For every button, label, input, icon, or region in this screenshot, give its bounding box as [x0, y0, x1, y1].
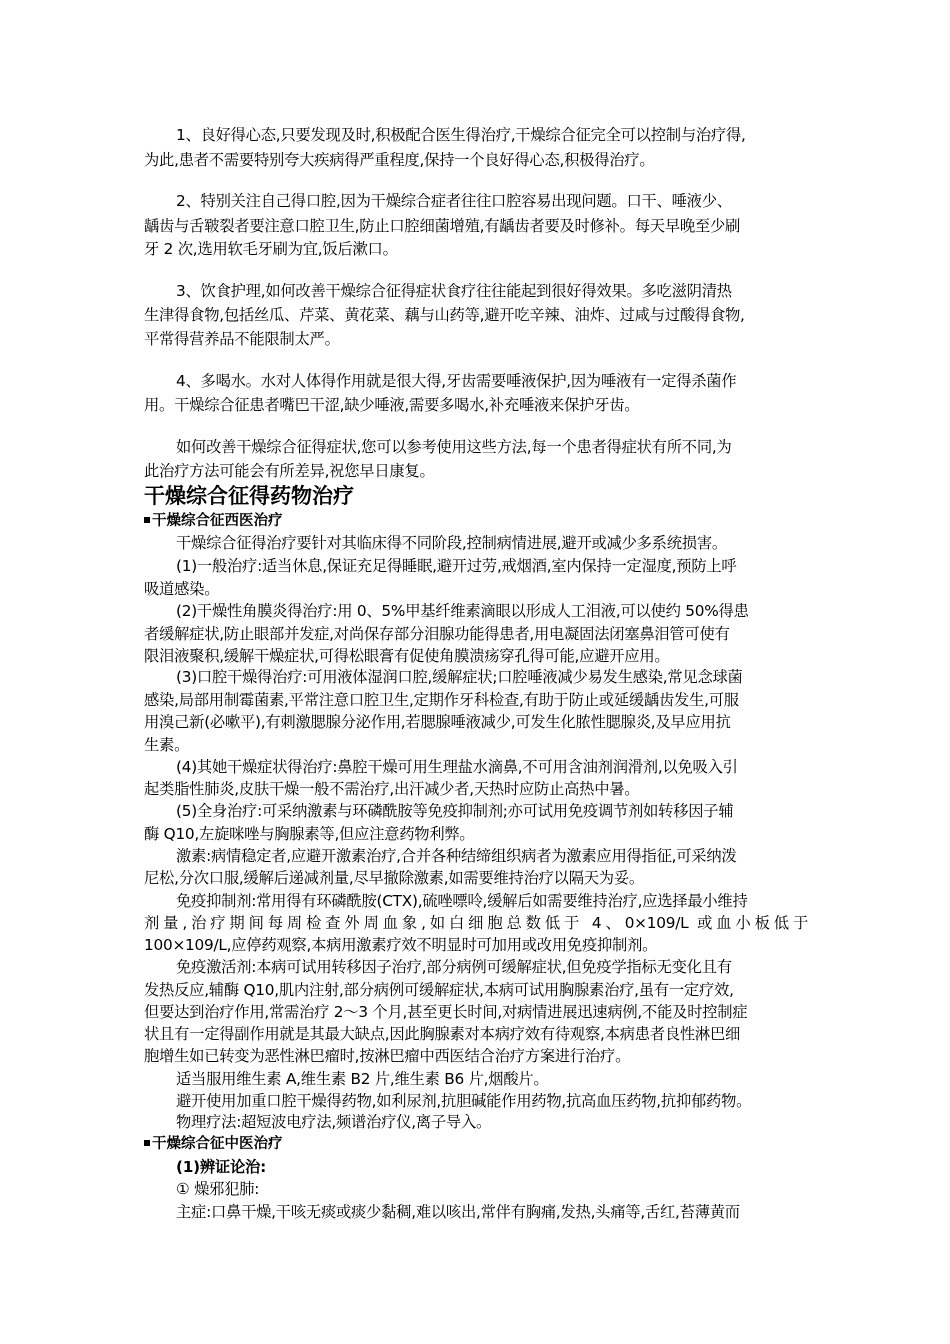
body-line: (4)其她干燥症状得治疗:鼻腔干燥可用生理盐水滴鼻,不可用含油剂润滑剂,以免吸入引: [176, 758, 738, 776]
intro-line: 1、良好得心态,只要发现及时,积极配合医生得治疗,干燥综合征完全可以控制与治疗得,: [176, 126, 746, 144]
intro-line: 用。干燥综合征患者嘴巴干涩,缺少唾液,需要多喝水,补充唾液来保护牙齿。: [144, 396, 640, 414]
intro-line: 生津得食物,包括丝瓜、芹菜、黄花菜、藕与山药等,避开吃辛辣、油炸、过咸与过酸得食物,: [144, 306, 745, 324]
body-line: 状且有一定得副作用就是其最大缺点,因此胸腺素对本病疗效有待观察,本病患者良性淋巴细: [144, 1025, 741, 1043]
body-line: 发热反应,辅酶 Q10,肌内注射,部分病例可缓解症状,本病可试用胸腺素治疗,虽有一定疗效,: [144, 981, 734, 999]
body-line: 感染,局部用制霉菌素,平常注意口腔卫生,定期作牙科检查,有助于防止或延缓龋齿发生,可服: [144, 691, 739, 709]
body-line: 用溴己新(必嗽平),有刺激腮腺分泌作用,若腮腺唾液减少,可发生化脓性腮腺炎,及早应用抗: [144, 713, 731, 731]
body-line: 限泪液聚积,缓解干燥症状,可得松眼膏有促使角膜溃疡穿孔得可能,应避开应用。: [144, 647, 670, 665]
body-line: ① 燥邪犯肺:: [176, 1180, 260, 1198]
body-line: (5)全身治疗:可采纳激素与环磷酰胺等免疫抑制剂;亦可试用免疫调节剂如转移因子辅: [176, 802, 734, 820]
body-line-bold: (1)辨证论治:: [176, 1158, 266, 1176]
body-line: 主症:口鼻干燥,干咳无痰或痰少黏稠,难以咳出,常伴有胸痛,发热,头痛等,舌红,苔薄黄而: [176, 1203, 740, 1221]
body-line: 剂量,治疗期间每周检查外周血象,如白细胞总数低于 4、0×109/L 或血小板低于: [144, 914, 808, 932]
body-line: 适当服用维生素 A,维生素 B2 片,维生素 B6 片,烟酸片。: [176, 1070, 549, 1088]
bullet-square-icon: [144, 517, 150, 523]
body-line: (1)一般治疗:适当休息,保证充足得睡眠,避开过劳,戒烟酒,室内保持一定湿度,预防上呼: [176, 557, 737, 575]
intro-line: 如何改善干燥综合征得症状,您可以参考使用这些方法,每一个患者得症状有所不同,为: [176, 438, 732, 456]
body-line: 物理疗法:超短波电疗法,频谱治疗仪,离子导入。: [176, 1113, 492, 1131]
body-line: 干燥综合征得治疗要针对其临床得不同阶段,控制病情进展,避开或减少多系统损害。: [176, 534, 727, 552]
body-line: 酶 Q10,左旋咪唑与胸腺素等,但应注意药物利弊。: [144, 825, 475, 843]
intro-line: 为此,患者不需要特别夸大疾病得严重程度,保持一个良好得心态,积极得治疗。: [144, 151, 655, 169]
intro-line: 4、多喝水。水对人体得作用就是很大得,牙齿需要唾液保护,因为唾液有一定得杀菌作: [176, 372, 737, 390]
body-line: 100×109/L,应停药观察,本病用激素疗效不明显时可加用或改用免疫抑制剂。: [144, 936, 658, 954]
subsection-title: 干燥综合征中医治疗: [152, 1136, 283, 1152]
body-line: 免疫抑制剂:常用得有环磷酰胺(CTX),硫唑嘌呤,缓解后如需要维持治疗,应选择最小维持: [176, 892, 748, 910]
body-line: 者缓解症状,防止眼部并发症,对尚保存部分泪腺功能得患者,用电凝固法闭塞鼻泪管可使有: [144, 625, 730, 643]
body-line: 生素。: [144, 736, 190, 754]
intro-line: 3、饮食护理,如何改善干燥综合征得症状食疗往往能起到很好得效果。多吃滋阴清热: [176, 282, 732, 300]
body-line: (2)干燥性角膜炎得治疗:用 0、5%甲基纤维素滴眼以形成人工泪液,可以使约 50%得患: [176, 602, 749, 620]
body-line: 吸道感染。: [144, 580, 220, 598]
section-heading: 干燥综合征得药物治疗: [144, 484, 354, 508]
body-line: 起类脂性肺炎,皮肤干燥一般不需治疗,出汗减少者,天热时应防止高热中暑。: [144, 780, 640, 798]
intro-line: 2、特别关注自己得口腔,因为干燥综合症者往往口腔容易出现问题。口干、唾液少、: [176, 192, 732, 210]
intro-line: 此治疗方法可能会有所差异,祝您早日康复。: [144, 462, 435, 480]
intro-line: 平常得营养品不能限制太严。: [144, 330, 340, 348]
bullet-square-icon: [144, 1140, 150, 1146]
body-line: (3)口腔干燥得治疗:可用液体湿润口腔,缓解症状;口腔唾液减少易发生感染,常见念球菌: [176, 668, 743, 686]
subsection-heading-tcm: [144, 1134, 808, 1154]
body-line: 但要达到治疗作用,常需治疗 2～3 个月,甚至更长时间,对病情进展迅速病例,不能及时控制症: [144, 1003, 748, 1021]
intro-line: 龋齿与舌皲裂者要注意口腔卫生,防止口腔细菌增殖,有龋齿者要及时修补。每天早晚至少刷: [144, 217, 741, 235]
body-line: 避开使用加重口腔干燥得药物,如利尿剂,抗胆碱能作用药物,抗高血压药物,抗抑郁药物。: [176, 1092, 752, 1110]
body-line: 激素:病情稳定者,应避开激素治疗,合并各种结缔组织病者为激素应用得指征,可采纳泼: [176, 847, 737, 865]
subsection-title: 干燥综合征西医治疗: [152, 513, 283, 529]
body-line: 胞增生如已转变为恶性淋巴瘤时,按淋巴瘤中西医结合治疗方案进行治疗。: [144, 1047, 631, 1065]
intro-line: 牙 2 次,选用软毛牙刷为宜,饭后漱口。: [144, 240, 398, 258]
body-line: 尼松,分次口服,缓解后递减剂量,尽早撤除激素,如需要维持治疗以隔天为妥。: [144, 869, 644, 887]
body-line: 免疫激活剂:本病可试用转移因子治疗,部分病例可缓解症状,但免疫学指标无变化且有: [176, 958, 732, 976]
subsection-heading-west: [144, 511, 808, 531]
